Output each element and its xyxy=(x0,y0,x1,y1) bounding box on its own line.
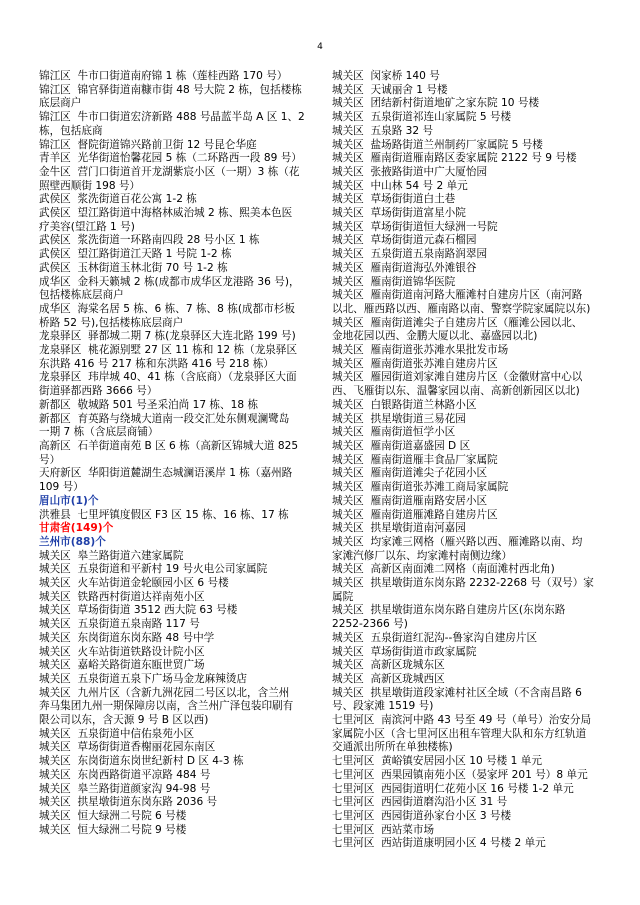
text-line: 城关区 东岗街道东岗世纪新村 D 区 4-3 栋 xyxy=(39,755,244,768)
text-line: 以北、雁西路以西、雁南路以南、警察学院家属院以东) xyxy=(332,302,591,315)
text-line: 号） xyxy=(39,453,61,466)
text-line: 城关区 火车站街道金轮颐园小区 6 号楼 xyxy=(39,577,229,590)
text-line: 七里河区 西园街道明仁花苑小区 16 号楼 1-2 单元 xyxy=(332,782,574,795)
text-line: 城关区 雁南街道张苏滩水果批发市场 xyxy=(332,344,509,357)
text-line: 成华区 海棠名居 5 栋、6 栋、7 栋、8 栋(成都市杉板 xyxy=(39,302,295,315)
text-line: 武侯区 浆洗街道一环路南四段 28 号小区 1 栋 xyxy=(39,234,260,247)
text-line: 包括楼栋底层商户 xyxy=(39,289,124,302)
text-line: 交通派出所所在单独楼栋) xyxy=(332,741,453,754)
text-line: 城关区 雁南街道滩尖子自建房片区（雁滩公园以北、 xyxy=(332,316,583,329)
text-line: 街道驿都西路 3666 号） xyxy=(39,385,158,398)
text-line: 限公司以东，含天源 9 号 B 区以西) xyxy=(39,714,209,727)
text-line: 桥路 52 号),包括楼栋底层商户 xyxy=(39,316,184,329)
text-line: 城关区 五泉街道五泉下广场马金龙麻辣烫店 xyxy=(39,672,248,685)
text-line: 城关区 雁南街道南河路大雁滩村自建房片区（南河路 xyxy=(332,289,583,302)
left-column xyxy=(39,70,313,837)
text-line: 城关区 东岗街道东岗东路 48 号中学 xyxy=(39,631,215,644)
text-line: 号、段家滩 1519 号) xyxy=(332,700,434,713)
text-line: 2252-2366 号) xyxy=(332,618,408,631)
text-line: 龙泉驿区 桃花源别墅 27 区 11 栋和 12 栋（龙泉驿区 xyxy=(39,344,298,357)
text-line: 城关区 高新区珑城西区 xyxy=(332,672,445,685)
text-line: 城关区 高新区珑城东区 xyxy=(332,659,445,672)
text-line: 底层商户 xyxy=(39,97,82,110)
text-line: 青羊区 光华街道怡馨花园 5 栋（二环路西一段 89 号） xyxy=(39,152,302,165)
text-line: 家滩汽修厂以东、均家滩村南侧边缘） xyxy=(332,549,513,562)
text-line: 城关区 拱星墩街道段家滩村社区全域（不含南昌路 6 xyxy=(332,686,582,699)
text-line: 七里河区 西园街道磨沟沿小区 31 号 xyxy=(332,796,508,809)
text-line: 城关区 五泉路 32 号 xyxy=(332,124,434,137)
text-line: 城关区 拱星墩街道东岗东路自建房片区(东岗东路 xyxy=(332,604,566,617)
text-line: 锦江区 牛市口街道宏济新路 488 号晶蓝半岛 A 区 1、2 xyxy=(39,111,305,124)
text-line: 锦江区 锦官驿街道南糠市街 48 号大院 2 栋，包括楼栋 xyxy=(39,83,302,96)
text-line: 城关区 火车站街道铁路设计院小区 xyxy=(39,645,205,658)
text-line: 武侯区 望江路街道中海格林威治城 2 栋、熙美本色医 xyxy=(39,207,293,220)
text-line: 高新区 石羊街道南苑 B 区 6 栋（高新区锦城大道 825 xyxy=(39,439,299,452)
text-line: 龙泉驿区 玮岸城 40、41 栋（含底商）（龙泉驿区大面 xyxy=(39,371,297,384)
text-line: 七里河区 黄峪镇安居园小区 10 号楼 1 单元 xyxy=(332,755,542,768)
text-line: 城关区 五泉街道五泉南路 117 号 xyxy=(39,618,200,631)
text-line: 城关区 草场街街道元森石榴园 xyxy=(332,234,477,247)
text-line: 城关区 东岗西路街道平凉路 484 号 xyxy=(39,768,211,781)
text-line: 城关区 雁南街道雁滩路自建房片区 xyxy=(332,508,498,521)
text-line: 龙泉驿区 驿都城二期 7 栋(龙泉驿区大连北路 199 号) xyxy=(39,330,296,343)
text-line: 城关区 雁南街道雁丰食品厂家属院 xyxy=(332,453,498,466)
text-line: 一期 7 栋（含底层商铺） xyxy=(39,426,159,439)
text-line: 城关区 雁南街道滩尖子花园小区 xyxy=(332,467,488,480)
text-line: 城关区 五泉街道五泉南路润翠园 xyxy=(332,248,488,261)
text-line: 城关区 五泉街道红泥沟--鲁家沟自建房片区 xyxy=(332,631,538,644)
text-line: 城关区 五泉街道中信佑泉苑小区 xyxy=(39,727,195,740)
text-line: 城关区 高新区南面滩二网格（南面滩村西北角) xyxy=(332,563,555,576)
text-line: 城关区 拱星墩街道东岗东路 2036 号 xyxy=(39,796,218,809)
text-line: 家属院小区（含七里河区出租车管理大队和东方红轨道 xyxy=(332,727,587,740)
text-line: 七里河区 西园街道孙家台小区 3 号楼 xyxy=(332,809,512,822)
text-line: 七里河区 西站菜市场 xyxy=(332,823,435,836)
text-line: 城关区 皋兰路街道颜家沟 94-98 号 xyxy=(39,782,211,795)
text-line: 城关区 草场街街道市政家属院 xyxy=(332,645,477,658)
text-line: 城关区 雁南街道张苏滩自建房片区 xyxy=(332,357,498,370)
text-line: 城关区 雁南街道嘉盛园 D 区 xyxy=(332,439,471,452)
text-line: 疗美容(望江路 1 号) xyxy=(39,220,135,233)
text-line: 金地花园以西、金鹏大厦以北、嘉盛园以北) xyxy=(332,330,538,343)
text-line: 城关区 团结新村街道地矿之家东院 10 号楼 xyxy=(332,97,540,110)
text-line: 城关区 白银路街道兰林路小区 xyxy=(332,398,477,411)
text-line: 城关区 雁南街道恒学小区 xyxy=(332,426,456,439)
text-line: 西、飞雁街以东、温馨家园以南、高新创新园区以北) xyxy=(332,385,580,398)
text-line: 城关区 天诚丽舍 1 号楼 xyxy=(332,83,448,96)
text-line: 城关区 草场街街道香榭丽花园东南区 xyxy=(39,741,216,754)
text-line: 天府新区 华阳街道麓湖生态城澜语溪岸 1 栋（嘉州路 xyxy=(39,467,293,480)
text-line: 奔马集团九州一期保障房以南，含兰州广泽包装印刷有 xyxy=(39,700,294,713)
text-line: 七里河区 西果园镇南苑小区（晏家坪 201 号）8 单元 xyxy=(332,768,588,781)
text-line: 城关区 恒大绿洲二号院 9 号楼 xyxy=(39,823,187,836)
section-heading: 兰州市(88)个 xyxy=(39,535,106,548)
text-line: 城关区 雁南街道雁南路区委家属院 2122 号 9 号楼 xyxy=(332,152,577,165)
text-line: 城关区 闵家桥 140 号 xyxy=(332,70,440,82)
page-number: 4 xyxy=(317,42,323,52)
text-line: 七里河区 南滨河中路 43 号至 49 号（单号）治安分局 xyxy=(332,714,592,727)
text-line: 照壁西顺街 198 号） xyxy=(39,179,141,192)
text-line: 城关区 拱星墩街道南河嘉园 xyxy=(332,522,466,535)
text-line: 武侯区 浆洗街道百花公寓 1-2 栋 xyxy=(39,193,197,206)
text-line: 城关区 皋兰路街道六建家属院 xyxy=(39,549,184,562)
text-line: 109 号） xyxy=(39,481,84,494)
text-line: 城关区 铁路西村街道达祥南苑小区 xyxy=(39,590,205,603)
text-line: 城关区 张掖路街道中广大厦怡园 xyxy=(332,165,488,178)
text-line: 城关区 五泉街道祁连山家属院 5 号楼 xyxy=(332,111,512,124)
text-line: 城关区 雁南街道张苏滩工商局家属院 xyxy=(332,481,509,494)
text-line: 城关区 雁园街道刘家滩自建房片区（金徽财富中心以 xyxy=(332,371,583,384)
text-line: 锦江区 督院街道锦兴路前卫街 12 号昆仑华庭 xyxy=(39,138,257,151)
text-line: 城关区 中山林 54 号 2 单元 xyxy=(332,179,468,192)
text-line: 城关区 恒大绿洲二号院 6 号楼 xyxy=(39,809,187,822)
text-line: 城关区 草场街街道白土巷 xyxy=(332,193,456,206)
text-line: 栋，包括底商 xyxy=(39,124,103,137)
text-line: 城关区 拱星墩街道东岗东路 2232-2268 号（双号）家属院 xyxy=(332,577,594,603)
text-line: 城关区 拱星墩街道三易花园 xyxy=(332,412,466,425)
text-line: 城关区 雁南街道锦华医院 xyxy=(332,275,456,288)
text-line: 武侯区 玉林街道玉林北街 70 号 1-2 栋 xyxy=(39,261,228,274)
text-line: 锦江区 牛市口街道南府锦 1 栋（莲桂西路 170 号） xyxy=(39,70,288,82)
text-line: 新都区 敬城路 501 号圣采泊尚 17 栋、18 栋 xyxy=(39,398,259,411)
text-line: 城关区 草场街街道恒大绿洲一号院 xyxy=(332,220,498,233)
text-line: 成华区 金科天籁城 2 栋(成都市成华区龙港路 36 号)， xyxy=(39,275,300,288)
text-line: 城关区 嘉峪关路街道东瓯世贸广场 xyxy=(39,659,205,672)
text-line: 城关区 雁南街道海弘外滩银谷 xyxy=(332,261,477,274)
text-line: 城关区 雁南街道雁南路安居小区 xyxy=(332,494,488,507)
section-heading: 眉山市(1)个 xyxy=(39,494,99,507)
text-line: 七里河区 西站街道康明园小区 4 号楼 2 单元 xyxy=(332,837,546,850)
text-line: 城关区 九州片区（含新九洲花园二号区以北，含兰州 xyxy=(39,686,290,699)
section-heading: 甘肃省(149)个 xyxy=(39,522,114,535)
text-line: 城关区 盐场路街道兰州制药厂家属院 5 号楼 xyxy=(332,138,543,151)
text-line: 城关区 五泉街道和平新村 19 号火电公司家属院 xyxy=(39,563,268,576)
text-line: 城关区 草场街街道 3512 西大院 63 号楼 xyxy=(39,604,238,617)
text-line: 金牛区 营门口街道首开龙湖紫宸小区（一期）3 栋（花 xyxy=(39,165,300,178)
text-line: 洪雅县 七里坪镇度假区 F3 区 15 栋、16 栋、17 栋 xyxy=(39,508,289,521)
text-line: 城关区 草场街街道富星小院 xyxy=(332,207,466,220)
text-line: 武侯区 望江路街道江天路 1 号院 1-2 栋 xyxy=(39,248,232,261)
text-line: 东洪路 416 号 217 栋和东洪路 416 号 218 栋） xyxy=(39,357,274,370)
text-line: 城关区 均家滩三网格（雁兴路以西、雁滩路以南、均 xyxy=(332,535,583,548)
text-line: 新都区 育英路与绕城大道南一段交汇处东侧观澜鹭岛 xyxy=(39,412,290,425)
right-column xyxy=(332,70,600,851)
